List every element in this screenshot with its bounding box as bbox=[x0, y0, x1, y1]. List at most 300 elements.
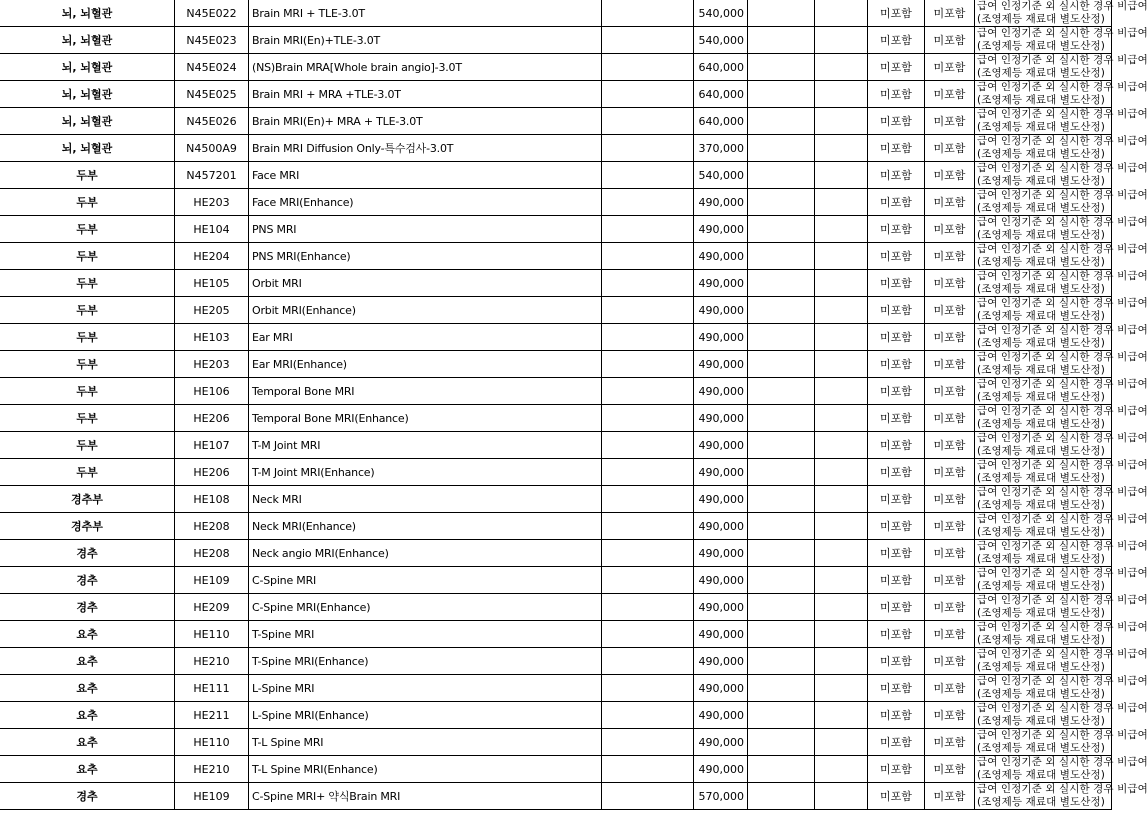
note-line-1: 급여 인정기준 외 실시한 경우 비급여 bbox=[977, 513, 1148, 525]
region-cell: 요추 bbox=[0, 702, 175, 729]
note-cell bbox=[975, 216, 1148, 243]
code-cell: HE205 bbox=[175, 297, 249, 324]
region-cell: 요추 bbox=[0, 621, 175, 648]
note-line-1: 급여 인정기준 외 실시한 경우 비급여 bbox=[977, 540, 1148, 552]
inclusion-cell: 미포함 bbox=[925, 0, 975, 27]
note-cell bbox=[975, 135, 1148, 162]
exam-name-cell: Brain MRI + MRA +TLE-3.0T bbox=[249, 81, 602, 108]
code-cell: N4500A9 bbox=[175, 135, 249, 162]
table-row bbox=[0, 675, 1112, 702]
table-row bbox=[0, 513, 1112, 540]
empty-cell bbox=[748, 216, 815, 243]
empty-cell bbox=[815, 54, 868, 81]
inclusion-cell: 미포함 bbox=[925, 405, 975, 432]
inclusion-cell: 미포함 bbox=[868, 702, 925, 729]
exam-name-cell: Face MRI(Enhance) bbox=[249, 189, 602, 216]
code-cell: N457201 bbox=[175, 162, 249, 189]
inclusion-cell: 미포함 bbox=[925, 675, 975, 702]
region-cell: 두부 bbox=[0, 405, 175, 432]
note-line-2: (조영제등 재료대 별도산정) bbox=[977, 175, 1105, 187]
note-cell bbox=[975, 162, 1148, 189]
inclusion-cell: 미포함 bbox=[868, 162, 925, 189]
price-cell: 490,000 bbox=[694, 729, 748, 756]
note-line-1: 급여 인정기준 외 실시한 경우 비급여 bbox=[977, 486, 1148, 498]
table-row bbox=[0, 459, 1112, 486]
exam-name-cell: C-Spine MRI+ 약식Brain MRI bbox=[249, 783, 602, 810]
empty-cell bbox=[815, 0, 868, 27]
inclusion-cell: 미포함 bbox=[868, 513, 925, 540]
empty-cell bbox=[602, 162, 694, 189]
inclusion-cell: 미포함 bbox=[868, 324, 925, 351]
price-cell: 490,000 bbox=[694, 324, 748, 351]
note-line-1: 급여 인정기준 외 실시한 경우 비급여 bbox=[977, 405, 1148, 417]
code-cell: N45E024 bbox=[175, 54, 249, 81]
exam-name-cell: T-M Joint MRI bbox=[249, 432, 602, 459]
price-cell: 490,000 bbox=[694, 486, 748, 513]
region-cell: 두부 bbox=[0, 324, 175, 351]
inclusion-cell: 미포함 bbox=[925, 783, 975, 810]
empty-cell bbox=[748, 729, 815, 756]
inclusion-cell: 미포함 bbox=[925, 351, 975, 378]
price-cell: 540,000 bbox=[694, 0, 748, 27]
note-line-2: (조영제등 재료대 별도산정) bbox=[977, 580, 1105, 592]
empty-cell bbox=[815, 459, 868, 486]
empty-cell bbox=[815, 270, 868, 297]
region-cell: 두부 bbox=[0, 270, 175, 297]
code-cell: HE206 bbox=[175, 459, 249, 486]
note-line-1: 급여 인정기준 외 실시한 경우 비급여 bbox=[977, 432, 1148, 444]
empty-cell bbox=[815, 243, 868, 270]
inclusion-cell: 미포함 bbox=[925, 270, 975, 297]
price-cell: 490,000 bbox=[694, 351, 748, 378]
inclusion-cell: 미포함 bbox=[868, 216, 925, 243]
note-line-2: (조영제등 재료대 별도산정) bbox=[977, 418, 1105, 430]
region-cell: 뇌, 뇌혈관 bbox=[0, 54, 175, 81]
exam-name-cell: (NS)Brain MRA[Whole brain angio]-3.0T bbox=[249, 54, 602, 81]
exam-name-cell: Temporal Bone MRI bbox=[249, 378, 602, 405]
table-row bbox=[0, 297, 1112, 324]
empty-cell bbox=[602, 459, 694, 486]
empty-cell bbox=[748, 135, 815, 162]
empty-cell bbox=[748, 81, 815, 108]
empty-cell bbox=[815, 432, 868, 459]
note-line-1: 급여 인정기준 외 실시한 경우 비급여 bbox=[977, 378, 1148, 390]
price-cell: 490,000 bbox=[694, 648, 748, 675]
empty-cell bbox=[602, 216, 694, 243]
inclusion-cell: 미포함 bbox=[925, 297, 975, 324]
note-line-1: 급여 인정기준 외 실시한 경우 비급여 bbox=[977, 756, 1148, 768]
empty-cell bbox=[602, 432, 694, 459]
table-row bbox=[0, 594, 1112, 621]
region-cell: 두부 bbox=[0, 243, 175, 270]
empty-cell bbox=[602, 540, 694, 567]
region-cell: 요추 bbox=[0, 648, 175, 675]
note-line-1: 급여 인정기준 외 실시한 경우 비급여 bbox=[977, 27, 1148, 39]
empty-cell bbox=[748, 702, 815, 729]
note-line-1: 급여 인정기준 외 실시한 경우 비급여 bbox=[977, 54, 1148, 66]
inclusion-cell: 미포함 bbox=[868, 540, 925, 567]
inclusion-cell: 미포함 bbox=[925, 756, 975, 783]
note-line-2: (조영제등 재료대 별도산정) bbox=[977, 769, 1105, 781]
table-row bbox=[0, 54, 1112, 81]
exam-name-cell: C-Spine MRI bbox=[249, 567, 602, 594]
inclusion-cell: 미포함 bbox=[868, 351, 925, 378]
note-cell bbox=[975, 567, 1148, 594]
region-cell: 두부 bbox=[0, 162, 175, 189]
empty-cell bbox=[748, 486, 815, 513]
inclusion-cell: 미포함 bbox=[868, 459, 925, 486]
table-row bbox=[0, 378, 1112, 405]
note-cell bbox=[975, 729, 1148, 756]
table-row bbox=[0, 162, 1112, 189]
empty-cell bbox=[815, 621, 868, 648]
region-cell: 두부 bbox=[0, 432, 175, 459]
note-line-1: 급여 인정기준 외 실시한 경우 비급여 bbox=[977, 297, 1148, 309]
inclusion-cell: 미포함 bbox=[868, 27, 925, 54]
empty-cell bbox=[815, 27, 868, 54]
inclusion-cell: 미포함 bbox=[868, 567, 925, 594]
inclusion-cell: 미포함 bbox=[925, 621, 975, 648]
note-cell bbox=[975, 270, 1148, 297]
exam-name-cell: PNS MRI bbox=[249, 216, 602, 243]
table-row bbox=[0, 216, 1112, 243]
table-row bbox=[0, 81, 1112, 108]
inclusion-cell: 미포함 bbox=[925, 486, 975, 513]
empty-cell bbox=[602, 405, 694, 432]
region-cell: 뇌, 뇌혈관 bbox=[0, 135, 175, 162]
exam-name-cell: Brain MRI(En)+TLE-3.0T bbox=[249, 27, 602, 54]
empty-cell bbox=[815, 729, 868, 756]
note-line-2: (조영제등 재료대 별도산정) bbox=[977, 310, 1105, 322]
price-cell: 490,000 bbox=[694, 270, 748, 297]
note-cell bbox=[975, 378, 1148, 405]
note-line-2: (조영제등 재료대 별도산정) bbox=[977, 526, 1105, 538]
code-cell: HE110 bbox=[175, 729, 249, 756]
code-cell: N45E023 bbox=[175, 27, 249, 54]
note-line-2: (조영제등 재료대 별도산정) bbox=[977, 40, 1105, 52]
empty-cell bbox=[602, 81, 694, 108]
empty-cell bbox=[602, 756, 694, 783]
code-cell: HE109 bbox=[175, 567, 249, 594]
note-line-2: (조영제등 재료대 별도산정) bbox=[977, 715, 1105, 727]
empty-cell bbox=[602, 297, 694, 324]
region-cell: 경추 bbox=[0, 783, 175, 810]
empty-cell bbox=[748, 432, 815, 459]
inclusion-cell: 미포함 bbox=[868, 297, 925, 324]
exam-name-cell: Neck MRI(Enhance) bbox=[249, 513, 602, 540]
empty-cell bbox=[602, 54, 694, 81]
empty-cell bbox=[815, 513, 868, 540]
code-cell: HE206 bbox=[175, 405, 249, 432]
note-line-1: 급여 인정기준 외 실시한 경우 비급여 bbox=[977, 567, 1148, 579]
price-cell: 640,000 bbox=[694, 54, 748, 81]
note-cell bbox=[975, 189, 1148, 216]
inclusion-cell: 미포함 bbox=[868, 432, 925, 459]
exam-name-cell: Ear MRI(Enhance) bbox=[249, 351, 602, 378]
empty-cell bbox=[815, 324, 868, 351]
inclusion-cell: 미포함 bbox=[925, 378, 975, 405]
exam-name-cell: L-Spine MRI(Enhance) bbox=[249, 702, 602, 729]
inclusion-cell: 미포함 bbox=[868, 108, 925, 135]
region-cell: 두부 bbox=[0, 378, 175, 405]
note-line-2: (조영제등 재료대 별도산정) bbox=[977, 553, 1105, 565]
inclusion-cell: 미포함 bbox=[868, 189, 925, 216]
empty-cell bbox=[815, 405, 868, 432]
table-row bbox=[0, 270, 1112, 297]
empty-cell bbox=[815, 189, 868, 216]
exam-name-cell: Face MRI bbox=[249, 162, 602, 189]
inclusion-cell: 미포함 bbox=[868, 621, 925, 648]
note-line-2: (조영제등 재료대 별도산정) bbox=[977, 256, 1105, 268]
note-line-1: 급여 인정기준 외 실시한 경우 비급여 bbox=[977, 648, 1148, 660]
empty-cell bbox=[815, 756, 868, 783]
empty-cell bbox=[602, 243, 694, 270]
region-cell: 뇌, 뇌혈관 bbox=[0, 27, 175, 54]
inclusion-cell: 미포함 bbox=[868, 270, 925, 297]
note-line-2: (조영제등 재료대 별도산정) bbox=[977, 121, 1105, 133]
empty-cell bbox=[602, 189, 694, 216]
note-line-1: 급여 인정기준 외 실시한 경우 비급여 bbox=[977, 0, 1148, 12]
empty-cell bbox=[748, 27, 815, 54]
code-cell: HE208 bbox=[175, 513, 249, 540]
table-row bbox=[0, 27, 1112, 54]
price-cell: 640,000 bbox=[694, 81, 748, 108]
note-line-2: (조영제등 재료대 별도산정) bbox=[977, 148, 1105, 160]
inclusion-cell: 미포함 bbox=[868, 486, 925, 513]
note-cell bbox=[975, 459, 1148, 486]
table-row bbox=[0, 540, 1112, 567]
note-line-1: 급여 인정기준 외 실시한 경우 비급여 bbox=[977, 162, 1148, 174]
region-cell: 뇌, 뇌혈관 bbox=[0, 81, 175, 108]
exam-name-cell: L-Spine MRI bbox=[249, 675, 602, 702]
inclusion-cell: 미포함 bbox=[925, 432, 975, 459]
note-line-2: (조영제등 재료대 별도산정) bbox=[977, 634, 1105, 646]
empty-cell bbox=[602, 486, 694, 513]
inclusion-cell: 미포함 bbox=[925, 135, 975, 162]
empty-cell bbox=[602, 513, 694, 540]
code-cell: HE209 bbox=[175, 594, 249, 621]
exam-name-cell: T-Spine MRI bbox=[249, 621, 602, 648]
price-cell: 490,000 bbox=[694, 513, 748, 540]
inclusion-cell: 미포함 bbox=[925, 594, 975, 621]
empty-cell bbox=[815, 216, 868, 243]
empty-cell bbox=[602, 783, 694, 810]
empty-cell bbox=[748, 351, 815, 378]
region-cell: 두부 bbox=[0, 189, 175, 216]
note-line-1: 급여 인정기준 외 실시한 경우 비급여 bbox=[977, 135, 1148, 147]
empty-cell bbox=[748, 270, 815, 297]
empty-cell bbox=[815, 351, 868, 378]
empty-cell bbox=[815, 378, 868, 405]
exam-name-cell: Orbit MRI bbox=[249, 270, 602, 297]
note-line-1: 급여 인정기준 외 실시한 경우 비급여 bbox=[977, 621, 1148, 633]
empty-cell bbox=[602, 702, 694, 729]
table-row bbox=[0, 405, 1112, 432]
code-cell: HE105 bbox=[175, 270, 249, 297]
code-cell: HE109 bbox=[175, 783, 249, 810]
note-cell bbox=[975, 54, 1148, 81]
code-cell: HE203 bbox=[175, 189, 249, 216]
inclusion-cell: 미포함 bbox=[868, 405, 925, 432]
region-cell: 두부 bbox=[0, 297, 175, 324]
note-line-1: 급여 인정기준 외 실시한 경우 비급여 bbox=[977, 783, 1148, 795]
note-line-2: (조영제등 재료대 별도산정) bbox=[977, 229, 1105, 241]
code-cell: HE108 bbox=[175, 486, 249, 513]
table-row bbox=[0, 756, 1112, 783]
exam-name-cell: PNS MRI(Enhance) bbox=[249, 243, 602, 270]
empty-cell bbox=[602, 324, 694, 351]
note-cell bbox=[975, 783, 1148, 810]
empty-cell bbox=[602, 351, 694, 378]
code-cell: HE210 bbox=[175, 756, 249, 783]
inclusion-cell: 미포함 bbox=[925, 729, 975, 756]
note-cell bbox=[975, 243, 1148, 270]
exam-name-cell: Neck MRI bbox=[249, 486, 602, 513]
table-row bbox=[0, 351, 1112, 378]
inclusion-cell: 미포함 bbox=[925, 459, 975, 486]
empty-cell bbox=[602, 621, 694, 648]
empty-cell bbox=[748, 0, 815, 27]
empty-cell bbox=[602, 0, 694, 27]
note-line-2: (조영제등 재료대 별도산정) bbox=[977, 472, 1105, 484]
code-cell: HE106 bbox=[175, 378, 249, 405]
inclusion-cell: 미포함 bbox=[868, 0, 925, 27]
empty-cell bbox=[815, 675, 868, 702]
empty-cell bbox=[748, 594, 815, 621]
price-cell: 490,000 bbox=[694, 594, 748, 621]
inclusion-cell: 미포함 bbox=[868, 783, 925, 810]
empty-cell bbox=[815, 783, 868, 810]
inclusion-cell: 미포함 bbox=[868, 729, 925, 756]
note-cell bbox=[975, 405, 1148, 432]
note-cell bbox=[975, 432, 1148, 459]
code-cell: N45E022 bbox=[175, 0, 249, 27]
note-cell bbox=[975, 675, 1148, 702]
note-line-2: (조영제등 재료대 별도산정) bbox=[977, 364, 1105, 376]
note-cell bbox=[975, 486, 1148, 513]
region-cell: 두부 bbox=[0, 216, 175, 243]
empty-cell bbox=[748, 405, 815, 432]
table-row bbox=[0, 729, 1112, 756]
inclusion-cell: 미포함 bbox=[868, 648, 925, 675]
region-cell: 뇌, 뇌혈관 bbox=[0, 0, 175, 27]
note-line-1: 급여 인정기준 외 실시한 경우 비급여 bbox=[977, 81, 1148, 93]
exam-name-cell: Brain MRI + TLE-3.0T bbox=[249, 0, 602, 27]
empty-cell bbox=[602, 567, 694, 594]
inclusion-cell: 미포함 bbox=[925, 540, 975, 567]
table-row bbox=[0, 621, 1112, 648]
empty-cell bbox=[815, 486, 868, 513]
empty-cell bbox=[815, 135, 868, 162]
empty-cell bbox=[748, 108, 815, 135]
inclusion-cell: 미포함 bbox=[925, 108, 975, 135]
code-cell: HE204 bbox=[175, 243, 249, 270]
empty-cell bbox=[748, 675, 815, 702]
exam-name-cell: Ear MRI bbox=[249, 324, 602, 351]
note-cell bbox=[975, 27, 1148, 54]
note-line-2: (조영제등 재료대 별도산정) bbox=[977, 796, 1105, 808]
code-cell: HE104 bbox=[175, 216, 249, 243]
empty-cell bbox=[748, 648, 815, 675]
inclusion-cell: 미포함 bbox=[925, 54, 975, 81]
note-line-1: 급여 인정기준 외 실시한 경우 비급여 bbox=[977, 216, 1148, 228]
note-line-2: (조영제등 재료대 별도산정) bbox=[977, 607, 1105, 619]
empty-cell bbox=[602, 648, 694, 675]
exam-name-cell: Brain MRI Diffusion Only-특수검사-3.0T bbox=[249, 135, 602, 162]
empty-cell bbox=[602, 378, 694, 405]
note-line-2: (조영제등 재료대 별도산정) bbox=[977, 13, 1105, 25]
note-line-1: 급여 인정기준 외 실시한 경우 비급여 bbox=[977, 351, 1148, 363]
exam-name-cell: T-L Spine MRI bbox=[249, 729, 602, 756]
exam-name-cell: T-Spine MRI(Enhance) bbox=[249, 648, 602, 675]
table-row bbox=[0, 189, 1112, 216]
exam-name-cell: Orbit MRI(Enhance) bbox=[249, 297, 602, 324]
inclusion-cell: 미포함 bbox=[868, 594, 925, 621]
note-line-2: (조영제등 재료대 별도산정) bbox=[977, 391, 1105, 403]
empty-cell bbox=[815, 702, 868, 729]
region-cell: 요추 bbox=[0, 675, 175, 702]
inclusion-cell: 미포함 bbox=[925, 216, 975, 243]
inclusion-cell: 미포함 bbox=[925, 162, 975, 189]
price-cell: 540,000 bbox=[694, 27, 748, 54]
price-cell: 490,000 bbox=[694, 216, 748, 243]
empty-cell bbox=[748, 297, 815, 324]
note-cell bbox=[975, 324, 1148, 351]
code-cell: HE203 bbox=[175, 351, 249, 378]
empty-cell bbox=[748, 54, 815, 81]
note-cell bbox=[975, 513, 1148, 540]
price-cell: 570,000 bbox=[694, 783, 748, 810]
table-row bbox=[0, 486, 1112, 513]
region-cell: 두부 bbox=[0, 459, 175, 486]
note-cell bbox=[975, 0, 1148, 27]
empty-cell bbox=[602, 108, 694, 135]
code-cell: HE211 bbox=[175, 702, 249, 729]
region-cell: 경추부 bbox=[0, 486, 175, 513]
exam-name-cell: Temporal Bone MRI(Enhance) bbox=[249, 405, 602, 432]
region-cell: 경추부 bbox=[0, 513, 175, 540]
note-cell bbox=[975, 621, 1148, 648]
empty-cell bbox=[748, 378, 815, 405]
note-line-1: 급여 인정기준 외 실시한 경우 비급여 bbox=[977, 729, 1148, 741]
inclusion-cell: 미포함 bbox=[925, 243, 975, 270]
code-cell: N45E026 bbox=[175, 108, 249, 135]
empty-cell bbox=[815, 108, 868, 135]
empty-cell bbox=[748, 783, 815, 810]
note-line-2: (조영제등 재료대 별도산정) bbox=[977, 283, 1105, 295]
note-line-1: 급여 인정기준 외 실시한 경우 비급여 bbox=[977, 243, 1148, 255]
price-cell: 490,000 bbox=[694, 243, 748, 270]
exam-name-cell: T-M Joint MRI(Enhance) bbox=[249, 459, 602, 486]
region-cell: 경추 bbox=[0, 567, 175, 594]
price-cell: 490,000 bbox=[694, 621, 748, 648]
note-cell bbox=[975, 702, 1148, 729]
note-cell bbox=[975, 81, 1148, 108]
exam-name-cell: Brain MRI(En)+ MRA + TLE-3.0T bbox=[249, 108, 602, 135]
note-line-2: (조영제등 재료대 별도산정) bbox=[977, 661, 1105, 673]
empty-cell bbox=[815, 567, 868, 594]
price-cell: 490,000 bbox=[694, 378, 748, 405]
empty-cell bbox=[815, 81, 868, 108]
table-row bbox=[0, 243, 1112, 270]
note-line-2: (조영제등 재료대 별도산정) bbox=[977, 742, 1105, 754]
empty-cell bbox=[748, 567, 815, 594]
region-cell: 경추 bbox=[0, 594, 175, 621]
price-cell: 490,000 bbox=[694, 756, 748, 783]
inclusion-cell: 미포함 bbox=[925, 27, 975, 54]
exam-name-cell: C-Spine MRI(Enhance) bbox=[249, 594, 602, 621]
empty-cell bbox=[815, 297, 868, 324]
